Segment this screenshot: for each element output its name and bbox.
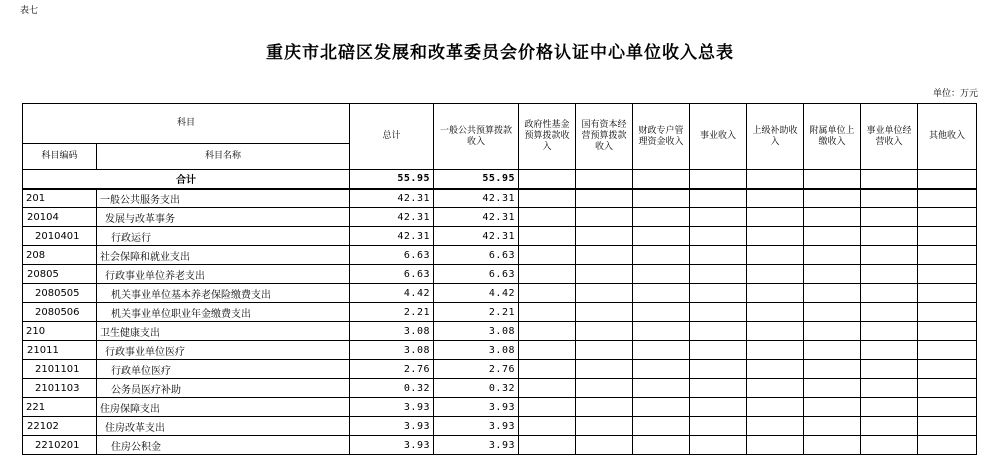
row-general-budget: 42.31 [434, 227, 519, 246]
row-code: 2010401 [23, 227, 97, 246]
empty-cell [918, 170, 977, 189]
row-general-budget: 3.08 [434, 341, 519, 360]
empty-cell [804, 341, 861, 360]
empty-cell [918, 227, 977, 246]
table-row [23, 208, 977, 227]
row-name: 住房改革支出 [97, 417, 350, 436]
table-row [23, 398, 977, 417]
empty-cell [633, 341, 690, 360]
empty-cell [519, 303, 576, 322]
empty-cell [918, 436, 977, 455]
general-budget-header: 一般公共预算拨款收入 [434, 104, 519, 170]
empty-cell [918, 265, 977, 284]
row-name: 一般公共服务支出 [97, 189, 350, 208]
empty-cell [804, 417, 861, 436]
empty-cell [747, 189, 804, 208]
empty-cell [861, 322, 918, 341]
empty-cell [576, 417, 633, 436]
row-general-budget: 3.93 [434, 436, 519, 455]
empty-cell [918, 417, 977, 436]
row-name: 发展与改革事务 [97, 208, 350, 227]
empty-cell [918, 284, 977, 303]
empty-cell [747, 227, 804, 246]
empty-cell [861, 170, 918, 189]
row-name: 行政事业单位养老支出 [97, 265, 350, 284]
empty-cell [633, 360, 690, 379]
code-header: 科目编码 [23, 144, 97, 170]
row-general-budget: 6.63 [434, 265, 519, 284]
empty-cell [519, 189, 576, 208]
empty-cell [804, 246, 861, 265]
empty-cell [861, 379, 918, 398]
row-code: 210 [23, 322, 97, 341]
empty-cell [633, 227, 690, 246]
empty-cell [747, 360, 804, 379]
empty-cell [519, 208, 576, 227]
empty-cell [861, 227, 918, 246]
row-total: 2.76 [350, 360, 434, 379]
empty-cell [576, 189, 633, 208]
row-general-budget: 2.76 [434, 360, 519, 379]
unit-label: 单位：万元 [932, 89, 978, 99]
row-total: 3.93 [350, 436, 434, 455]
row-total: 3.93 [350, 398, 434, 417]
row-total: 42.31 [350, 208, 434, 227]
empty-cell [633, 284, 690, 303]
empty-cell [633, 303, 690, 322]
empty-cell [861, 303, 918, 322]
empty-cell [804, 322, 861, 341]
empty-cell [804, 189, 861, 208]
row-name: 机关事业单位基本养老保险缴费支出 [97, 284, 350, 303]
empty-cell [576, 265, 633, 284]
empty-cell [576, 322, 633, 341]
empty-cell [519, 284, 576, 303]
row-code: 221 [23, 398, 97, 417]
operating-income-header: 事业单位经营收入 [861, 104, 918, 170]
total-label: 合计 [23, 170, 350, 189]
empty-cell [861, 341, 918, 360]
row-general-budget: 3.93 [434, 398, 519, 417]
empty-cell [690, 398, 747, 417]
empty-cell [747, 284, 804, 303]
empty-cell [519, 227, 576, 246]
total-amount: 55.95 [350, 170, 434, 189]
empty-cell [918, 341, 977, 360]
empty-cell [861, 284, 918, 303]
empty-cell [576, 284, 633, 303]
row-total: 42.31 [350, 227, 434, 246]
subject-header: 科目 [23, 104, 350, 144]
empty-cell [690, 227, 747, 246]
row-code: 22102 [23, 417, 97, 436]
row-code: 20104 [23, 208, 97, 227]
empty-cell [747, 417, 804, 436]
empty-cell [804, 379, 861, 398]
table-row [23, 341, 977, 360]
row-name: 行政运行 [97, 227, 350, 246]
table-row [23, 227, 977, 246]
row-name: 行政单位医疗 [97, 360, 350, 379]
empty-cell [804, 208, 861, 227]
empty-cell [519, 341, 576, 360]
table-row [23, 265, 977, 284]
row-total: 6.63 [350, 265, 434, 284]
empty-cell [747, 246, 804, 265]
empty-cell [576, 436, 633, 455]
row-general-budget: 3.08 [434, 322, 519, 341]
row-code: 2080505 [23, 284, 97, 303]
table-row [23, 379, 977, 398]
empty-cell [861, 360, 918, 379]
table-row [23, 322, 977, 341]
empty-cell [690, 284, 747, 303]
empty-cell [804, 398, 861, 417]
table-row [23, 360, 977, 379]
empty-cell [747, 398, 804, 417]
table-row [23, 436, 977, 455]
empty-cell [804, 436, 861, 455]
table-row [23, 189, 977, 208]
row-general-budget: 42.31 [434, 208, 519, 227]
empty-cell [576, 379, 633, 398]
row-total: 4.42 [350, 284, 434, 303]
empty-cell [747, 265, 804, 284]
page-title: 重庆市北碚区发展和改革委员会价格认证中心单位收入总表 [266, 43, 734, 63]
table-row [23, 303, 977, 322]
empty-cell [633, 417, 690, 436]
empty-cell [576, 170, 633, 189]
row-general-budget: 3.93 [434, 417, 519, 436]
empty-cell [804, 170, 861, 189]
empty-cell [519, 436, 576, 455]
empty-cell [747, 170, 804, 189]
empty-cell [918, 322, 977, 341]
empty-cell [519, 246, 576, 265]
empty-cell [519, 170, 576, 189]
special-fund-header: 财政专户管理资金收入 [633, 104, 690, 170]
income-summary-table [22, 103, 977, 455]
empty-cell [918, 246, 977, 265]
empty-cell [918, 360, 977, 379]
empty-cell [576, 208, 633, 227]
row-total: 3.08 [350, 341, 434, 360]
total-row [23, 170, 977, 189]
affiliated-income-header: 附属单位上缴收入 [804, 104, 861, 170]
empty-cell [690, 303, 747, 322]
empty-cell [804, 227, 861, 246]
empty-cell [519, 379, 576, 398]
empty-cell [576, 246, 633, 265]
row-name: 住房公积金 [97, 436, 350, 455]
empty-cell [861, 436, 918, 455]
row-code: 201 [23, 189, 97, 208]
empty-cell [861, 417, 918, 436]
row-total: 3.93 [350, 417, 434, 436]
empty-cell [804, 284, 861, 303]
empty-cell [918, 398, 977, 417]
empty-cell [747, 322, 804, 341]
empty-cell [633, 379, 690, 398]
empty-cell [519, 322, 576, 341]
empty-cell [918, 208, 977, 227]
empty-cell [690, 208, 747, 227]
table-row [23, 246, 977, 265]
empty-cell [804, 360, 861, 379]
table-row [23, 417, 977, 436]
table-row [23, 284, 977, 303]
empty-cell [633, 170, 690, 189]
business-income-header: 事业收入 [690, 104, 747, 170]
row-name: 公务员医疗补助 [97, 379, 350, 398]
total-general-budget: 55.95 [434, 170, 519, 189]
empty-cell [633, 246, 690, 265]
empty-cell [690, 246, 747, 265]
row-code: 2080506 [23, 303, 97, 322]
empty-cell [861, 265, 918, 284]
superior-subsidy-header: 上级补助收入 [747, 104, 804, 170]
state-capital-header: 国有资本经营预算拨款收入 [576, 104, 633, 170]
row-code: 208 [23, 246, 97, 265]
empty-cell [918, 189, 977, 208]
empty-cell [519, 360, 576, 379]
row-general-budget: 6.63 [434, 246, 519, 265]
empty-cell [861, 189, 918, 208]
empty-cell [861, 398, 918, 417]
empty-cell [576, 398, 633, 417]
empty-cell [747, 303, 804, 322]
empty-cell [633, 436, 690, 455]
empty-cell [747, 208, 804, 227]
row-name: 行政事业单位医疗 [97, 341, 350, 360]
row-code: 2210201 [23, 436, 97, 455]
empty-cell [519, 417, 576, 436]
empty-cell [861, 208, 918, 227]
empty-cell [804, 303, 861, 322]
row-name: 卫生健康支出 [97, 322, 350, 341]
gov-fund-header: 政府性基金预算拨款收入 [519, 104, 576, 170]
row-total: 6.63 [350, 246, 434, 265]
empty-cell [633, 208, 690, 227]
row-total: 3.08 [350, 322, 434, 341]
row-total: 42.31 [350, 189, 434, 208]
empty-cell [861, 246, 918, 265]
empty-cell [576, 303, 633, 322]
row-general-budget: 42.31 [434, 189, 519, 208]
other-income-header: 其他收入 [918, 104, 977, 170]
empty-cell [747, 341, 804, 360]
name-header: 科目名称 [97, 144, 350, 170]
empty-cell [804, 265, 861, 284]
empty-cell [690, 417, 747, 436]
row-general-budget: 2.21 [434, 303, 519, 322]
row-name: 住房保障支出 [97, 398, 350, 417]
empty-cell [690, 341, 747, 360]
row-code: 2101103 [23, 379, 97, 398]
row-code: 2101101 [23, 360, 97, 379]
empty-cell [633, 265, 690, 284]
row-name: 社会保障和就业支出 [97, 246, 350, 265]
empty-cell [576, 227, 633, 246]
empty-cell [576, 341, 633, 360]
row-code: 21011 [23, 341, 97, 360]
row-general-budget: 4.42 [434, 284, 519, 303]
empty-cell [747, 379, 804, 398]
empty-cell [690, 322, 747, 341]
empty-cell [576, 360, 633, 379]
empty-cell [690, 189, 747, 208]
empty-cell [519, 265, 576, 284]
empty-cell [918, 379, 977, 398]
row-general-budget: 0.32 [434, 379, 519, 398]
table-number-note: 表七 [20, 6, 39, 16]
empty-cell [690, 436, 747, 455]
row-code: 20805 [23, 265, 97, 284]
row-total: 0.32 [350, 379, 434, 398]
empty-cell [690, 265, 747, 284]
empty-cell [690, 360, 747, 379]
empty-cell [747, 436, 804, 455]
total-header: 总计 [350, 104, 434, 170]
empty-cell [690, 170, 747, 189]
row-name: 机关事业单位职业年金缴费支出 [97, 303, 350, 322]
empty-cell [633, 322, 690, 341]
empty-cell [918, 303, 977, 322]
empty-cell [633, 189, 690, 208]
empty-cell [633, 398, 690, 417]
empty-cell [519, 398, 576, 417]
row-total: 2.21 [350, 303, 434, 322]
empty-cell [690, 379, 747, 398]
